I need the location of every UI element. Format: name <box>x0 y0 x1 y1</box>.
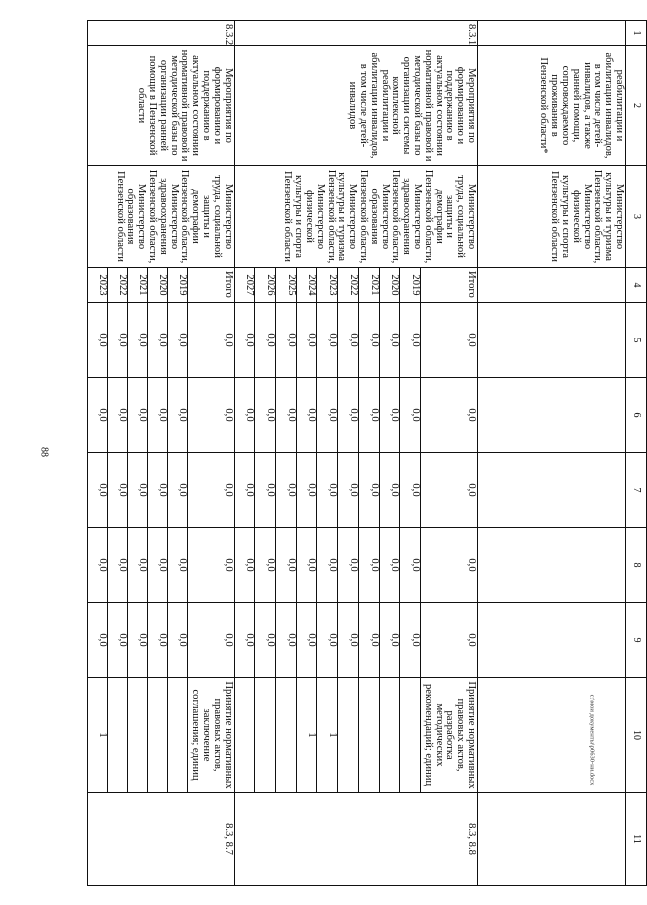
value-cell: 0,0 <box>276 603 297 678</box>
value-cell: 0,0 <box>88 303 108 378</box>
header-cell: 4 <box>626 268 647 303</box>
value-cell: 0,0 <box>128 378 148 453</box>
value-cell: 0,0 <box>358 453 379 528</box>
links-cell: 8.3, 8.7 <box>88 793 235 886</box>
value-cell: 0,0 <box>188 603 234 678</box>
year-cell: 2023 <box>317 268 338 303</box>
header-cell: 9 <box>626 603 647 678</box>
value-cell: 0,0 <box>379 303 400 378</box>
year-cell: 2019 <box>168 268 188 303</box>
header-cell: 2 <box>626 46 647 166</box>
value-cell: 0,0 <box>317 378 338 453</box>
value-cell: 0,0 <box>108 528 128 603</box>
links-cell: 8.3, 8.8 <box>234 793 477 886</box>
value-cell: 0,0 <box>379 528 400 603</box>
value-cell: 0,0 <box>421 303 478 378</box>
value-cell: 0,0 <box>168 453 188 528</box>
value-cell: 0,0 <box>148 378 168 453</box>
value-cell: 0,0 <box>317 453 338 528</box>
value-cell: 0,0 <box>296 528 317 603</box>
indicator-cell <box>276 678 297 793</box>
value-cell: 0,0 <box>88 378 108 453</box>
value-cell: 0,0 <box>338 378 359 453</box>
value-cell <box>478 378 626 453</box>
value-cell: 0,0 <box>234 378 255 453</box>
value-cell: 0,0 <box>296 603 317 678</box>
value-cell: 0,0 <box>108 603 128 678</box>
value-cell: 0,0 <box>234 528 255 603</box>
executors-cell: Министерство труда, социальной защиты и демографии Пензенской области, Министерство здравоохранения Пензенской области, Министерство образования Пензенской области, Министерство культуры и туризма Пензенской области, Министерство физической культуры и спорта Пензенской области <box>234 166 477 268</box>
value-cell: 0,0 <box>128 453 148 528</box>
value-cell: 0,0 <box>128 528 148 603</box>
year-cell <box>478 268 626 303</box>
value-cell: 0,0 <box>108 303 128 378</box>
indicator-cell <box>255 678 276 793</box>
value-cell: 0,0 <box>255 453 276 528</box>
year-cell: 2024 <box>296 268 317 303</box>
value-cell: 0,0 <box>358 303 379 378</box>
value-cell: 0,0 <box>255 528 276 603</box>
value-cell: 0,0 <box>148 528 168 603</box>
indicator-cell: 1 <box>88 678 108 793</box>
year-cell: 2020 <box>148 268 168 303</box>
footer-file-path: c:\мои документы\р0630-ни.docx <box>588 694 596 786</box>
value-cell: 0,0 <box>276 453 297 528</box>
value-cell: 0,0 <box>400 378 421 453</box>
indicator-cell: Принятие нормативных правовых актов, разработка методических рекомендаций; единиц <box>421 678 478 793</box>
value-cell: 0,0 <box>168 303 188 378</box>
value-cell: 0,0 <box>88 453 108 528</box>
year-cell: 2020 <box>379 268 400 303</box>
header-cell: 1 <box>626 21 647 46</box>
value-cell: 0,0 <box>379 453 400 528</box>
indicator-cell <box>148 678 168 793</box>
header-cell: 5 <box>626 303 647 378</box>
indicator-cell <box>358 678 379 793</box>
value-cell: 0,0 <box>338 603 359 678</box>
value-cell: 0,0 <box>168 378 188 453</box>
value-cell: 0,0 <box>148 303 168 378</box>
table-wrapper <box>87 20 647 885</box>
value-cell: 0,0 <box>255 303 276 378</box>
value-cell: 0,0 <box>148 453 168 528</box>
value-cell <box>478 528 626 603</box>
value-cell: 0,0 <box>400 528 421 603</box>
value-cell: 0,0 <box>255 378 276 453</box>
header-cell: 8 <box>626 528 647 603</box>
indicator-cell <box>128 678 148 793</box>
row-number-cell: 8.3.2 <box>88 21 235 46</box>
value-cell: 0,0 <box>108 378 128 453</box>
value-cell: 0,0 <box>400 453 421 528</box>
value-cell: 0,0 <box>234 603 255 678</box>
indicator-cell <box>478 678 626 793</box>
executors-cell: Министерство культуры и туризма Пензенской области, Министерство физической культуры и спорта Пензенской области <box>478 166 626 268</box>
value-cell: 0,0 <box>317 303 338 378</box>
table-body <box>88 21 647 886</box>
indicator-cell <box>379 678 400 793</box>
value-cell <box>478 453 626 528</box>
value-cell: 0,0 <box>421 528 478 603</box>
value-cell: 0,0 <box>148 603 168 678</box>
value-cell: 0,0 <box>421 378 478 453</box>
program-measures-table <box>87 20 647 886</box>
year-total-label-cell: Итого <box>188 268 234 303</box>
year-cell: 2025 <box>276 268 297 303</box>
value-cell: 0,0 <box>188 528 234 603</box>
measure-name-cell: реабилитации и абилитации инвалидов, в том числе детей-инвалидов, а также ранней помощи, сопровождаемого проживания в Пензенской области* <box>478 46 626 166</box>
value-cell: 0,0 <box>317 528 338 603</box>
value-cell: 0,0 <box>338 303 359 378</box>
indicator-cell <box>168 678 188 793</box>
value-cell: 0,0 <box>128 303 148 378</box>
header-cell: 7 <box>626 453 647 528</box>
year-cell: 2021 <box>128 268 148 303</box>
indicator-cell: 1 <box>296 678 317 793</box>
year-cell: 2023 <box>88 268 108 303</box>
links-cell <box>478 793 626 886</box>
value-cell: 0,0 <box>276 303 297 378</box>
indicator-cell <box>400 678 421 793</box>
table-row <box>188 21 234 886</box>
value-cell: 0,0 <box>379 378 400 453</box>
value-cell: 0,0 <box>358 528 379 603</box>
year-total-label-cell: Итого <box>421 268 478 303</box>
value-cell: 0,0 <box>234 453 255 528</box>
row-number-cell: 8.3.1 <box>234 21 477 46</box>
value-cell: 0,0 <box>400 603 421 678</box>
year-cell: 2022 <box>338 268 359 303</box>
indicator-cell: Принятие нормативных правовых актов, заключение соглашения; единиц <box>188 678 234 793</box>
header-cell: 6 <box>626 378 647 453</box>
value-cell: 0,0 <box>88 603 108 678</box>
value-cell: 0,0 <box>400 303 421 378</box>
value-cell: 0,0 <box>358 603 379 678</box>
value-cell: 0,0 <box>421 453 478 528</box>
indicator-cell <box>234 678 255 793</box>
header-cell: 11 <box>626 793 647 886</box>
indicator-cell <box>338 678 359 793</box>
table-row <box>478 21 626 886</box>
page-number: 88 <box>38 447 50 457</box>
value-cell: 0,0 <box>255 603 276 678</box>
measure-name-cell: Мероприятия по формированию и поддержанию в актуальном состоянии нормативной правовой и методической базы по организации системы комплексной реабилитации и абилитации инвалидов, в том числе детей-инвалидов <box>234 46 477 166</box>
value-cell: 0,0 <box>88 528 108 603</box>
year-cell: 2021 <box>358 268 379 303</box>
year-cell: 2019 <box>400 268 421 303</box>
value-cell: 0,0 <box>168 603 188 678</box>
value-cell: 0,0 <box>296 303 317 378</box>
value-cell <box>478 603 626 678</box>
value-cell: 0,0 <box>296 378 317 453</box>
row-number-cell <box>478 21 626 46</box>
indicator-cell <box>108 678 128 793</box>
value-cell: 0,0 <box>317 603 338 678</box>
measure-name-cell: Мероприятия по формированию и поддержанию в актуальном состоянии нормативной правовой и методической базы по организации ранней помощи в Пензенской области <box>88 46 235 166</box>
value-cell <box>478 303 626 378</box>
value-cell: 0,0 <box>128 603 148 678</box>
value-cell: 0,0 <box>108 453 128 528</box>
year-cell: 2027 <box>234 268 255 303</box>
indicator-cell: 1 <box>317 678 338 793</box>
value-cell: 0,0 <box>296 453 317 528</box>
header-row <box>626 21 647 886</box>
header-cell: 3 <box>626 166 647 268</box>
value-cell: 0,0 <box>276 528 297 603</box>
value-cell: 0,0 <box>188 453 234 528</box>
year-cell: 2022 <box>108 268 128 303</box>
table-row <box>421 21 478 886</box>
value-cell: 0,0 <box>358 378 379 453</box>
value-cell: 0,0 <box>338 453 359 528</box>
value-cell: 0,0 <box>188 378 234 453</box>
year-cell: 2026 <box>255 268 276 303</box>
value-cell: 0,0 <box>168 528 188 603</box>
value-cell: 0,0 <box>188 303 234 378</box>
table-rotation-frame <box>87 20 647 885</box>
executors-cell: Министерство труда, социальной защиты и демографии Пензенской области, Министерство здравоохранения Пензенской области, Министерство образования Пензенской области <box>88 166 235 268</box>
value-cell: 0,0 <box>379 603 400 678</box>
value-cell: 0,0 <box>421 603 478 678</box>
value-cell: 0,0 <box>234 303 255 378</box>
value-cell: 0,0 <box>338 528 359 603</box>
header-cell: 10 <box>626 678 647 793</box>
value-cell: 0,0 <box>276 378 297 453</box>
